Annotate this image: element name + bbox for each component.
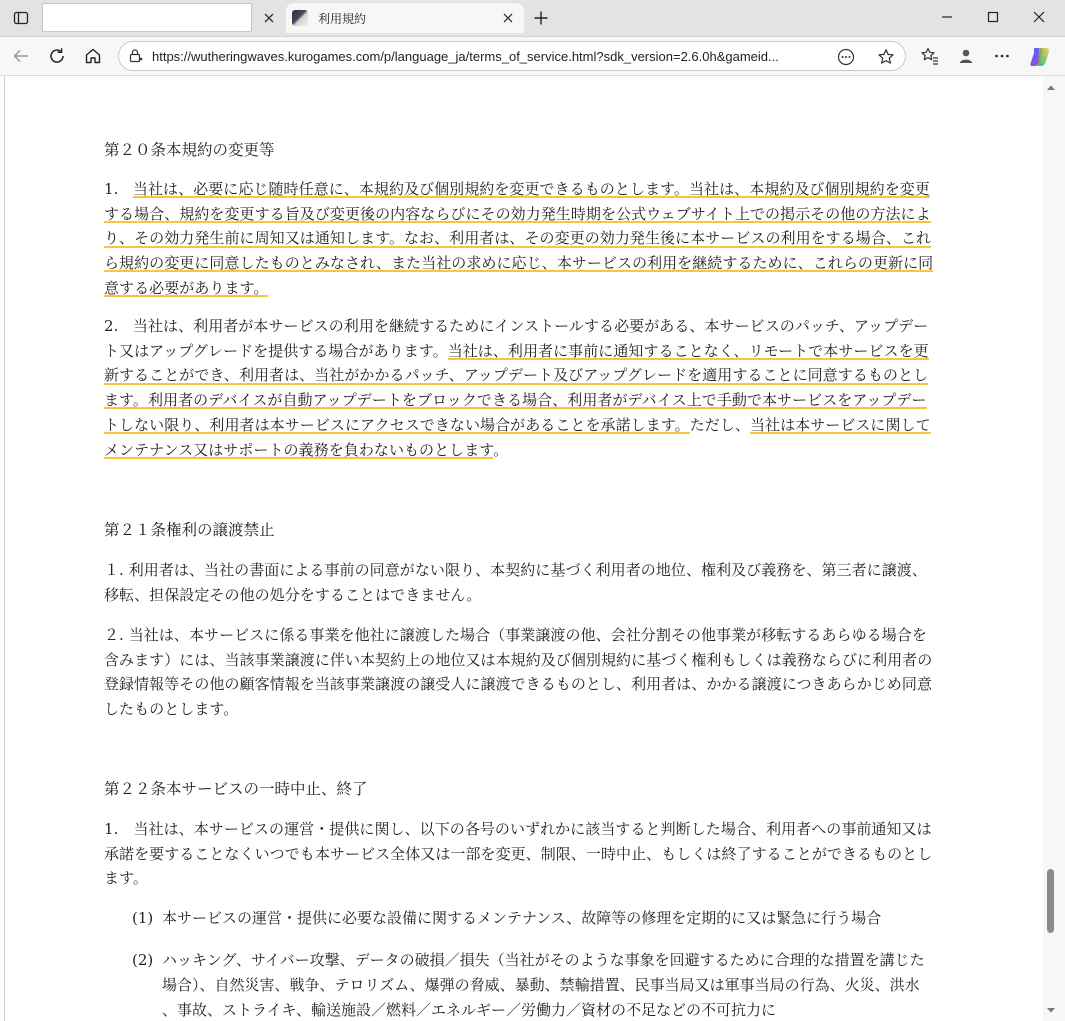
home-icon (84, 47, 102, 65)
section-21-paragraph-2: ２. 当社は、本サービスに係る事業を他社に譲渡した場合（事業譲渡の他、会社分割その他事業が移転するあらゆる場合を含みます）には、当該事業譲渡に伴い本契約上の地位又は本規約及び個別規約に基づく権利もしくは義務ならびに利用者の登録情報等その他の顧客情報を当該事業譲渡の譲受人に譲渡できるものとし、利用者は、かかる譲渡につきあらかじめ同意したものとします。 (104, 626, 933, 719)
section-heading-20: 第２０条本規約の変更等 (104, 141, 275, 159)
add-favorite-button[interactable] (877, 48, 895, 70)
browser-toolbar (0, 37, 1065, 76)
close-icon (503, 13, 513, 23)
vertical-scrollbar[interactable] (1043, 76, 1065, 1021)
profile-button[interactable] (954, 44, 978, 68)
maximize-icon (987, 11, 999, 23)
back-button[interactable] (9, 44, 33, 68)
tab-close-button[interactable] (259, 8, 279, 28)
scrollbar-thumb[interactable] (1047, 869, 1054, 933)
refresh-button[interactable] (45, 44, 69, 68)
window-close-button[interactable] (1016, 4, 1062, 30)
close-icon (1033, 11, 1045, 23)
minimize-icon (941, 11, 953, 23)
favorites-button[interactable] (918, 44, 942, 68)
scroll-down-arrow-icon[interactable] (1046, 1005, 1056, 1015)
copilot-button[interactable] (1028, 45, 1052, 69)
section-20-paragraph-1 (104, 177, 940, 301)
sidebar-toggle-button[interactable] (8, 6, 34, 30)
list-item-number: (2) (132, 951, 154, 969)
home-button[interactable] (81, 44, 105, 68)
highlighted-sentence: 当社は、必要に応じ随時任意に、本規約及び個別規約を変更できるものとします。 (132, 180, 689, 198)
title-bar (0, 0, 1065, 37)
back-icon (12, 47, 30, 65)
scroll-up-arrow-icon[interactable] (1046, 83, 1056, 93)
url-text: https://wutheringwaves.kurogames.com/p/language_ja/terms_of_service.html?sdk_version=2.6.0h&gameid... (152, 49, 779, 64)
close-icon (264, 13, 274, 23)
tab-close-button[interactable] (498, 8, 518, 28)
tab-terms[interactable] (286, 3, 524, 33)
plain-sentence: 当社は、利用者が本サービスの利用を継続するためにインストールする必要がある、本サービスのパッチ、アップデート又はアップグレードを提供する場合があります。 (104, 317, 929, 360)
copilot-icon (1028, 45, 1052, 69)
refresh-icon (48, 47, 66, 65)
page-content (0, 76, 1043, 1021)
minimize-button[interactable] (924, 4, 970, 30)
settings-more-button[interactable] (990, 44, 1014, 68)
favorites-icon (920, 46, 940, 66)
favorite-star-icon (877, 48, 895, 66)
page-actions-button[interactable] (837, 48, 855, 70)
maximize-button[interactable] (970, 4, 1016, 30)
highlighted-sentence: 当社は、利用者に事前に通知することなく、リモートで本サービスを更新することができ、利用者は、当社がかかるパッチ、アップデート及びアップグレードを適用することに同意するものとします。 (104, 341, 929, 410)
site-info-icon (128, 48, 144, 64)
plain-sentence: 。 (493, 440, 509, 459)
highlighted-text (104, 180, 933, 298)
plain-sentence: ただし、 (689, 415, 750, 434)
list-item-text: 本サービスの運営・提供に必要な設備に関するメンテナンス、故障等の修理を定期的に又は緊急に行う場合 (162, 909, 882, 927)
new-tab-button[interactable] (530, 7, 552, 29)
tab-blank[interactable] (40, 3, 286, 33)
highlighted-sentence: 利用者のデバイスが自動アップデートをブロックできる場合、利用者がデバイス上で手動で本サービスをアップデートしない限り、利用者は本サービスにアクセスできない場合があることを承諾します。 (104, 391, 927, 434)
more-horizontal-icon (837, 48, 855, 66)
list-item-text: ハッキング、サイバー攻撃、データの破損／損失（当社がそのような事象を回避するために合理的な措置を講じた場合）、自然災害、戦争、テロリズム、爆弾の脅威、暴動、禁輸措置、民事当局又は軍事当局の行為、火災、洪水、事故、ストライキ、輸送施設／燃料／エネルギー／労働力／資材の不足などの不可抗力に (162, 951, 925, 1019)
section-heading-21: 第２１条権利の譲渡禁止 (104, 521, 275, 539)
section-21-paragraph-1: １. 利用者は、当社の書面による事前の同意がない限り、本契約に基づく利用者の地位、権利及び義務を、第三者に譲渡、移転、担保設定その他の処分をすることはできません。 (104, 561, 927, 604)
section-heading-22: 第２２条本サービスの一時中止、終了 (104, 780, 368, 798)
profile-icon (957, 47, 975, 65)
highlighted-sentence: 当社は、本規約及び個別規約を変更する場合、規約を変更する旨及び変更後の内容ならびにその効力発生時期を公式ウェブサイト上での掲示その他の方法により、その効力発生前に周知又は通知します。なお、利用者は、その変更の効力発生後に本サービスの利用をする場合、これら規約の変更に同意したものとみなされ、また当社の求めに応じ、本サービスの利用を継続するために、これらの更新に同意する必要があります。 (104, 180, 934, 297)
section-22-paragraph-1: 1. 当社は、本サービスの運営・提供に関し、以下の各号のいずれかに該当すると判断した場合、利用者への事前通知又は承諾を要することなくいつでも本サービス全体又は一部を変更、制限、一時中止、もしくは終了することができるものとします。 (104, 820, 933, 888)
address-bar[interactable] (118, 41, 906, 71)
paragraph-number: 2. (104, 317, 119, 335)
sidebar-toggle-icon (13, 10, 29, 26)
more-horizontal-icon (993, 47, 1011, 65)
site-info-button[interactable] (128, 48, 144, 68)
highlighted-sentence: 当社は本サービスに関してメンテナンス又はサポートの義務を負わないものとします (104, 415, 931, 459)
paragraph-number: 1. (104, 180, 119, 198)
tab-blank-title (42, 3, 252, 32)
section-20-paragraph-2 (104, 314, 940, 462)
page-left-border (4, 76, 5, 1021)
plus-icon (534, 11, 548, 25)
tab-title: 利用規約 (318, 12, 367, 26)
list-item-number: (1) (132, 909, 154, 927)
site-favicon-icon (292, 10, 308, 26)
